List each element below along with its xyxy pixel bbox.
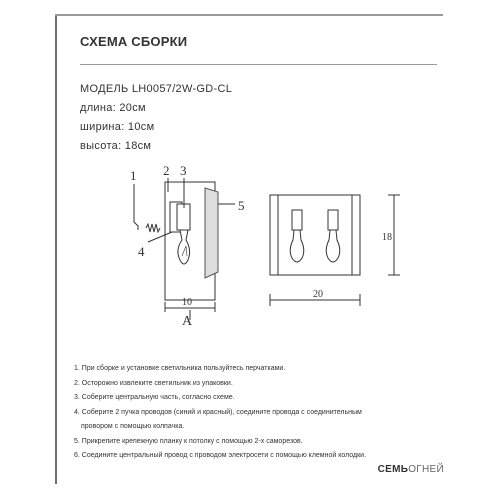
instruction-step: 6. Соедините центральный провод с проводом электросети с помощью клемной колодки.: [74, 452, 367, 459]
page-title: СХЕМА СБОРКИ: [80, 34, 188, 49]
instruction-step: 5. Прикрепите крепежную планку к потолку с помощью 2-х саморезов.: [74, 437, 303, 445]
assembly-diagram: [120, 160, 420, 340]
brand-part1: СЕМЬ: [377, 464, 409, 475]
spec-model: МОДЕЛЬ LH0057/2W-GD-CL: [80, 83, 233, 95]
front-frame: [270, 195, 360, 275]
instruction-step-continued: провором с помощью колпачка.: [81, 423, 185, 430]
instruction-step: 2. Осторожно извлеките светильник из упаковки.: [74, 379, 233, 387]
instruction-step: 1. При сборке и установке светильника пользуйтесь перчатками.: [74, 365, 286, 372]
screw: [134, 200, 138, 230]
bulb: [178, 230, 190, 264]
callout-4: 4: [138, 244, 145, 259]
instruction-step: 3. Соберите центральную часть, согласно схеме.: [74, 394, 235, 401]
spring: [146, 224, 160, 232]
brand-logo: [378, 464, 444, 475]
side-width-label: 10: [182, 297, 192, 308]
instruction-step: 4. Соберите 2 пучка проводов (синий и красный), соедините провода с соединительным: [74, 408, 362, 416]
front-view: [270, 195, 400, 306]
frame-left-border: [55, 14, 57, 484]
front-width-label: 20: [313, 289, 323, 300]
view-label: A: [182, 314, 193, 329]
callout-1: 1: [130, 168, 137, 183]
glass-panel: [205, 188, 218, 278]
spec-list: [80, 80, 232, 156]
spec-length: длина: 20см: [80, 102, 146, 114]
height-label: 18: [382, 232, 392, 243]
callout-2: 2: [163, 163, 170, 178]
title-divider: [80, 64, 437, 65]
callout-3: 3: [180, 163, 187, 178]
callout-5: 5: [238, 198, 245, 213]
brand-part2: ОГНЕЙ: [408, 464, 444, 475]
spec-height: высота: 18см: [80, 140, 152, 152]
instruction-list: [74, 362, 444, 464]
spec-width: ширина: 10см: [80, 121, 155, 133]
leader-4: [148, 232, 172, 242]
frame-top-border: [55, 14, 443, 16]
